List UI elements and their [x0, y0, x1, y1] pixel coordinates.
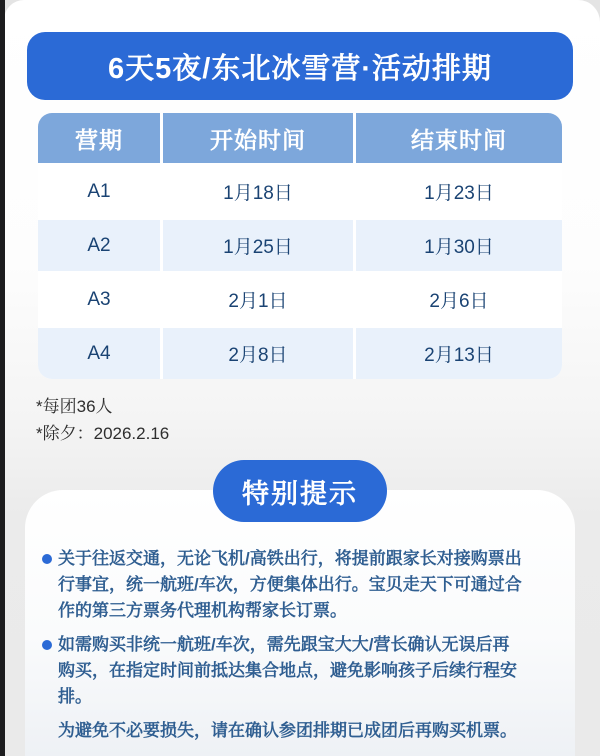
table-cell-end: 1月23日 — [356, 166, 562, 217]
notice-list — [58, 546, 524, 710]
table-cell-camp: A3 — [38, 274, 160, 325]
notice-closing-note: 为避免不必要损失，请在确认参团排期已成团后再购买机票。 — [58, 721, 517, 740]
footnote-eve-date: *除夕：2026.2.16 — [36, 424, 170, 443]
table-cell-camp: A2 — [38, 220, 160, 271]
table-cell-end: 2月13日 — [356, 328, 562, 379]
table-header-camp: 营期 — [38, 113, 160, 163]
camp-title-banner — [27, 32, 573, 100]
table-cell-start: 1月18日 — [163, 166, 353, 217]
bullet-dot-icon — [42, 640, 52, 650]
bullet-dot-icon — [42, 554, 52, 564]
camp-title-text: 6天5夜/东北冰雪营·活动排期 — [108, 52, 492, 85]
special-notice-badge — [213, 460, 387, 522]
table-cell-camp: A1 — [38, 166, 160, 217]
table-cell-start: 1月25日 — [163, 220, 353, 271]
screen-edge-strip — [0, 0, 5, 756]
notice-item — [58, 632, 524, 710]
table-header-end: 结束时间 — [356, 113, 562, 163]
notice-item-text: 如需购买非统一航班/车次，需先跟宝大大/营长确认无误后再购买，在指定时间前抵达集合地点，避免影响孩子后续行程安排。 — [58, 635, 517, 706]
special-notice-body — [58, 546, 524, 744]
notice-item-text: 关于往返交通，无论飞机/高铁出行，将提前跟家长对接购票出行事宜，统一航班/车次，方便集体出行。宝贝走天下可通过合作的第三方票务代理机构帮家长订票。 — [58, 549, 522, 620]
table-cell-end: 1月30日 — [356, 220, 562, 271]
table-cell-start: 2月1日 — [163, 274, 353, 325]
footnote-group — [36, 393, 169, 447]
table-cell-camp: A4 — [38, 328, 160, 379]
table-cell-start: 2月8日 — [163, 328, 353, 379]
table-header-start: 开始时间 — [163, 113, 353, 163]
schedule-table — [38, 113, 562, 379]
table-cell-end: 2月6日 — [356, 274, 562, 325]
notice-item — [58, 546, 524, 624]
special-notice-badge-label: 特别提示 — [242, 478, 358, 509]
footnote-group-size: *每团36人 — [36, 397, 113, 416]
